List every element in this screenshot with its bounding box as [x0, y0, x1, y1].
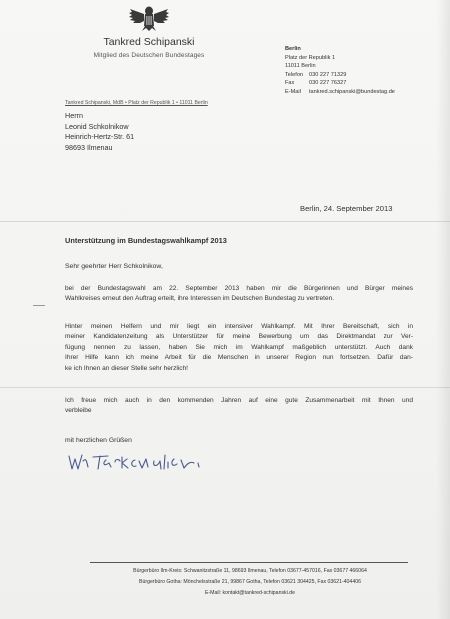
body-paragraph	[65, 322, 413, 374]
recipient-address	[65, 111, 134, 153]
margin-mark	[33, 305, 45, 306]
letter-date: Berlin, 24. September 2013	[300, 204, 393, 213]
footer-block	[86, 566, 414, 599]
handwritten-signature	[64, 447, 214, 475]
fax-number: 030 227 76327	[309, 80, 347, 87]
sender-title: Mitglied des Deutschen Bundestages	[93, 52, 205, 59]
footer-office-gotha: Bürgerbüro Gotha: Mönchelsstraße 21, 99867 Gotha, Telefon 03621 304425, Fax 03621-404406	[139, 579, 361, 585]
footer-email: E-Mail: kontakt@tankred-schipanski.de	[204, 590, 296, 596]
body-line: Wahlkreises erneut den Auftrag erteilt, ihre Interessen im Deutschen Bundestag zu vertreten.	[65, 295, 335, 303]
body-line: Ich freue mich auch in den kommenden Jahren auf eine gute Zusammenarbeit mit Ihnen und	[65, 397, 413, 404]
email-label: E-Mail	[285, 88, 301, 95]
body-paragraph	[65, 396, 413, 417]
fax-label: Fax	[285, 80, 295, 87]
body-line: fügung nennen zu lassen, haben Sie mich im Wahlkampf maßgeblich unterstützt. Auch dank	[65, 343, 413, 351]
letter-greeting: Sehr geehrter Herr Schkolnikow,	[65, 263, 163, 270]
closing-phrase: mit herzlichen Grüßen	[65, 437, 132, 444]
recipient-city: 98693 Ilmenau	[65, 142, 113, 152]
contact-street: Platz der Republik 1	[285, 54, 336, 61]
contact-block	[285, 45, 395, 97]
contact-city: Berlin	[285, 46, 301, 52]
body-line: verbleibe	[65, 407, 92, 415]
fold-line	[0, 387, 450, 388]
body-line: Hinter meinen Helfern und mir liegt ein intensiver Wahlkampf. Mit Ihrer Bereitschaft, sich in	[65, 323, 413, 330]
letter-subject: Unterstützung im Bundestagswahlkampf 2013	[65, 236, 227, 245]
recipient-salutation: Herrn	[65, 111, 83, 120]
sender-name: Tankred Schipanski	[103, 36, 195, 48]
recipient-name: Leonid Schkolnikow	[65, 121, 129, 131]
return-address: Tankred Schipanski, MdB • Platz der Republik 1 • 11011 Berlin	[65, 100, 208, 106]
footer-office-ilmkreis: Bürgerbüro Ilm-Kreis: Schwanitzstraße 11, 98693 Ilmenau, Telefon 03677-457016, Fax 03677 466064	[133, 568, 367, 574]
body-line: ke ich Ihnen an dieser Stelle sehr herzlich!	[65, 364, 189, 372]
email-address: tankred.schipanski@bundestag.de	[309, 88, 395, 95]
recipient-street: Heinrich-Hertz-Str. 61	[65, 132, 135, 142]
phone-label: Telefon	[285, 71, 304, 78]
contact-postal: 11011 Berlin	[285, 63, 316, 70]
phone-number: 030 227 71329	[309, 71, 347, 78]
federal-eagle-icon	[127, 2, 171, 32]
footer-rule	[90, 562, 408, 563]
body-line: Ihrer Hilfe kann ich meine Arbeit für die Menschen in unserer Region nun fortsetzen. Dafür dan-	[65, 354, 413, 362]
page-edge-shadow	[436, 0, 450, 619]
body-line: bei der Bundestagswahl am 22. September 2013 haben mir die Bürgerinnen und Bürger meines	[65, 285, 413, 292]
body-line: meiner Kandidatenzeitung als Unterstützer für meine Bewerbung um das Direktmandat zur Ver-	[65, 333, 413, 341]
body-paragraph	[65, 284, 413, 305]
fold-line	[0, 221, 450, 222]
